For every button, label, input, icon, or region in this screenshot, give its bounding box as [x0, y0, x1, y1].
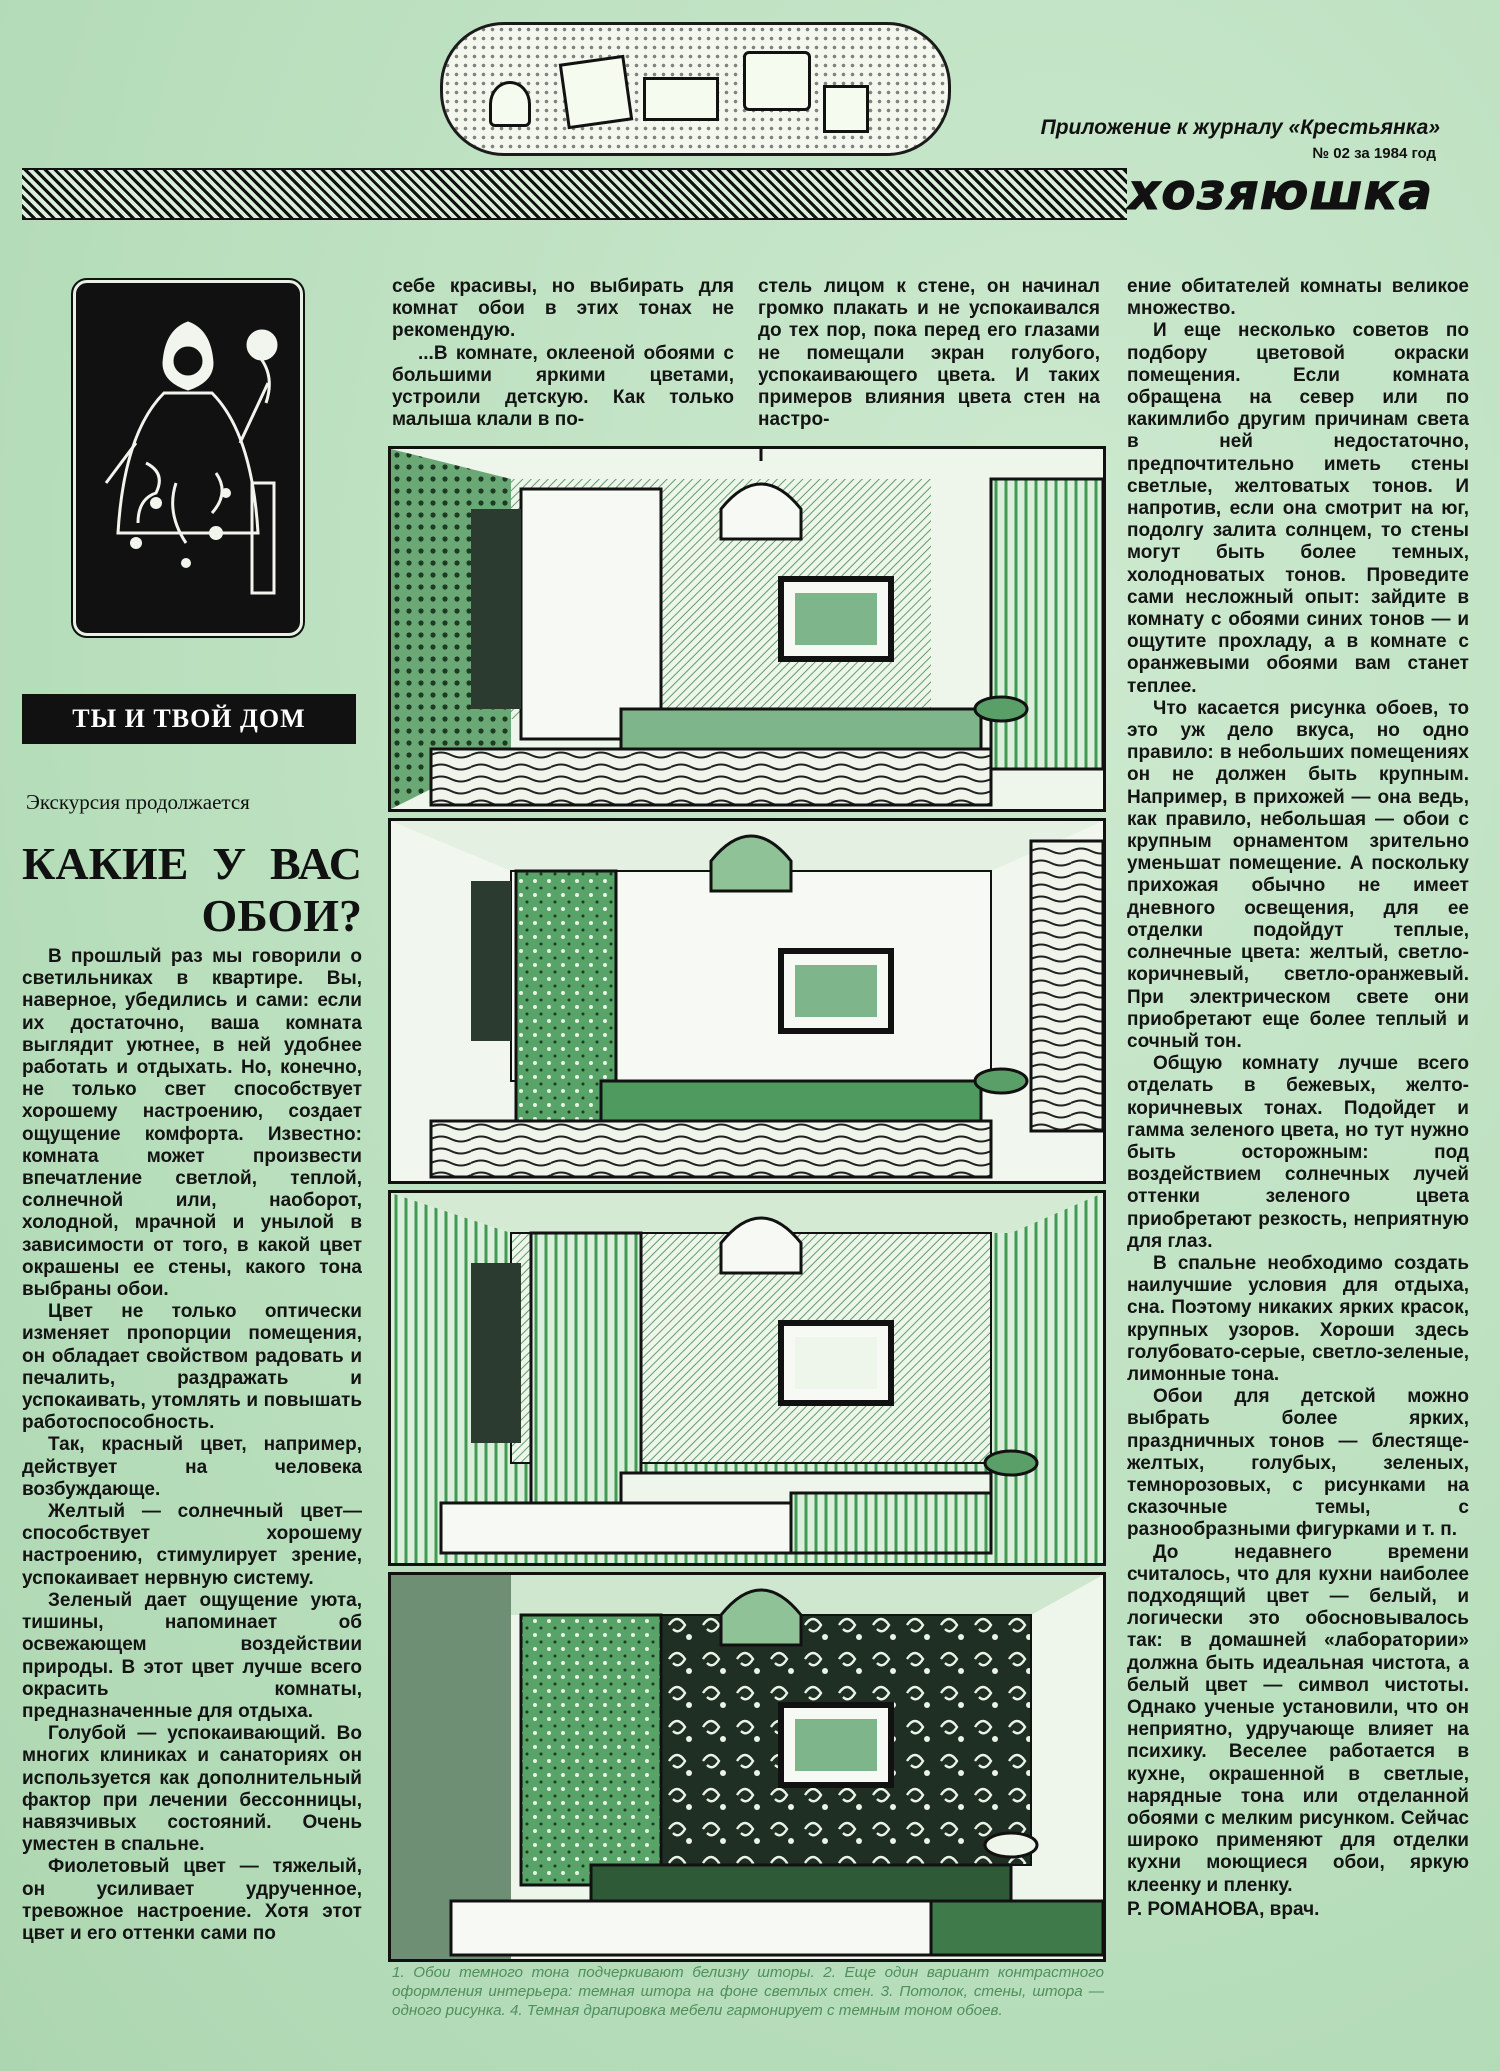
paragraph: ...В комнате, оклееной обоями с большими яркими цветами, устроили детскую. Как только малыша клали в по- [392, 342, 734, 431]
supplement-note: Приложение к журналу «Крестьянка» [1040, 116, 1440, 139]
issue-number: № 02 за 1984 год [1312, 145, 1436, 162]
paragraph: Голубой — успокаивающий. Во многих клиниках и санаториях он используется как дополнительный фактор при лечении бессонницы, навязчивых состояний. Очень уместен в спальне. [22, 1723, 362, 1856]
paragraph: ение обитателей комнаты великое множество. [1127, 276, 1469, 320]
paragraph: В прошлый раз мы говорили о светильниках в квартире. Вы, наверное, убедились и сами: если их достаточно, ваша комната выглядит уютнее, в ней удобнее работать и отдыхать. Но, конечно, не только свет способствует хорошему настроению, создает ощущение комфорта. Известно: комната может произвести впечатление светлой, теплой, солнечной или, наоборот, холодной, мрачной и унылой в зависимости от того, в какой цвет окрашены ее стены, какого тона выбраны обои. [22, 946, 362, 1301]
room-illustration-3 [388, 1190, 1106, 1566]
paragraph: До недавнего времени считалось, что для кухни наиболее подходящий цвет — белый, и логически это обосновывалось так: в домашней «лаборатории» должна быть идеальная чистота, а белый цвет — символ чистоты. Однако ученые установили, что он неприятно, удручающе влияет на психику. Веселее работается в кухне, окрашенной в светлые, нарядные тона или отделанной обоями с мелким рисунком. Сейчас широко применяют для отделки кухни моющиеся обои, яркую клеенку и пленку. [1127, 1541, 1469, 1896]
paragraph: В спальне необходимо создать наилучшие условия для отдыха, сна. Поэтому никаких ярких красок, крупных узоров. Хороши здесь голубовато-серые, светло-зеленые, лимонные тона. [1127, 1252, 1469, 1385]
title-line-1: КАКИЕ У ВАС [22, 838, 362, 889]
paragraph: Обои для детской можно выбрать более ярких, праздничных тонов — блестяще-желтых, голубых, зеленых, темнорозовых, с рисунками на сказочные темы, с разнообразными фигурками и т. п. [1127, 1386, 1469, 1541]
paragraph: Общую комнату лучше всего отделать в бежевых, желто-коричневых тонах. Подойдет и гамма зеленого цвета, но тут нужно быть осторожным: под воздействием солнечных лучей оттенки зеленого цвета приобретают резкость, неприятную для глаз. [1127, 1053, 1469, 1252]
paragraph: себе красивы, но выбирать для комнат обои в этих тонах не рекомендую. [392, 276, 734, 342]
room-illustration-4 [388, 1572, 1106, 1962]
article-column-3 [758, 276, 1100, 436]
paragraph: стель лицом к стене, он начинал громко плакать и не успокаивался до тех пор, пока перед его глазами не помещали экран голубого, успокаивающего цвета. И таких примеров влияния цвета стен на настро- [758, 276, 1100, 431]
paragraph: Желтый — солнечный цвет— способствует хорошему настроению, стимулирует зрение, успокаивает нервную систему. [22, 1501, 362, 1589]
header-illustration [440, 22, 951, 156]
section-rubric: ТЫ И ТВОЙ ДОМ [22, 694, 356, 744]
paragraph: Фиолетовый цвет — тяжелый, он усиливает удрученное, тревожное настроение. Хотя этот цвет и его оттенки сами по [22, 1856, 362, 1944]
title-line-2: ОБОИ? [201, 890, 362, 941]
paragraph: Что касается рисунка обоев, то это уж дело вкуса, но одно правило: в небольших помещениях он не должен быть крупным. Например, в прихожей — она ведь, как правило, небольшая — обои с крупным орнаментом зрительно уменьшат помещение. А поскольку прихожая обычно не имеет дневного освещения, для ее отделки подойдут теплые, солнечные цвета: желтый, светло-коричневый, светло-оранжевый. При электрическом свете они приобретают еще более теплый и сочный тон. [1127, 697, 1469, 1052]
article-column-4 [1127, 276, 1469, 2056]
article-column-2 [392, 276, 734, 436]
room-illustration-2 [388, 818, 1106, 1184]
header-band [22, 168, 1127, 220]
article-title [22, 838, 362, 942]
brand-logo: хозяюшка [1128, 163, 1434, 221]
article-column-1 [22, 946, 362, 2056]
paragraph: Цвет не только оптически изменяет пропорции помещения, он обладает свойством радовать и печалить, раздражать и успокаивать, утомлять и повышать работоспособность. [22, 1301, 362, 1434]
paragraph: И еще несколько советов по подбору цветовой окраски помещения. Если комната обращена на север или по какимлибо другим причинам света в ней недостаточно, предпочтительно иметь стены светлые, желтоватых тонов. И напротив, если она смотрит на юг, подолгу залита солнцем, то стены могут быть более темных, холодноватых тонов. Проведите сами несложный опыт: зайдите в комнату с обоями синих тонов — и ощутите прохладу, а в комнате с оранжевыми обоями вам станет теплее. [1127, 320, 1469, 697]
maiden-illustration [73, 280, 303, 636]
paragraph: Так, красный цвет, например, действует на человека возбуждающе. [22, 1434, 362, 1500]
figure-caption: 1. Обои темного тона подчеркивают белизну шторы. 2. Еще один вариант контрастного оформления интерьера: темная штора на фоне светлых стен. 3. Потолок, стены, штора — одного рисунка. 4. Темная драпировка мебели гармонирует с темным тоном обоев. [392, 1964, 1104, 2019]
paragraph: Зеленый дает ощущение уюта, тишины, напоминает об освежающем воздействии природы. В этот цвет лучше всего окрасить комнаты, предназначенные для отдыха. [22, 1589, 362, 1722]
article-kicker: Экскурсия продолжается [26, 790, 250, 814]
room-illustration-1 [388, 446, 1106, 812]
author-signature: Р. РОМАНОВА, врач. [1127, 1898, 1320, 1920]
